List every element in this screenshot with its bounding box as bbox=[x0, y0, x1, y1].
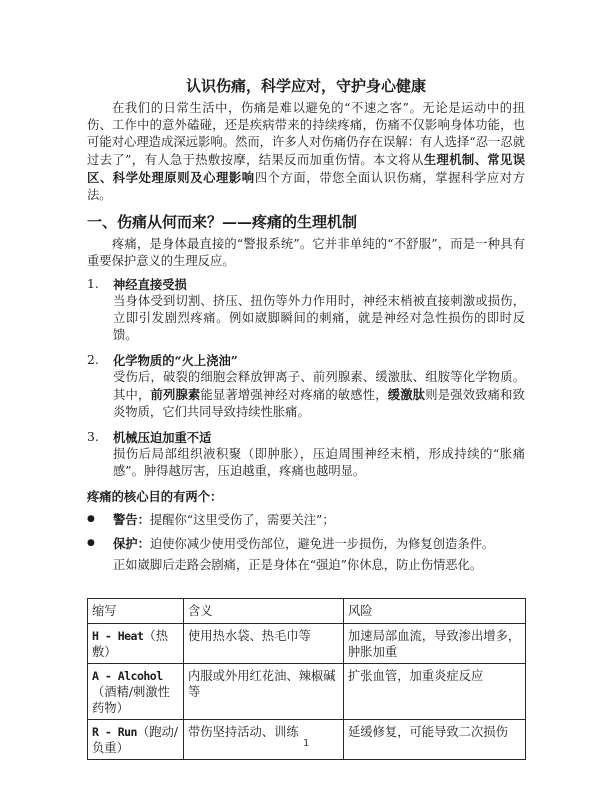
bullet-description: 迫使你减少使用受伤部位，避免进一步损伤，为修复创造条件。 bbox=[149, 537, 495, 551]
list-item bbox=[87, 429, 525, 480]
list-item-body bbox=[113, 352, 525, 421]
list-item-text-bold-1: 前列腺素 bbox=[150, 387, 201, 402]
abbr-note: （跑动/负重） bbox=[92, 725, 179, 755]
list-item-body bbox=[113, 276, 525, 344]
list-item-text-pre: 受伤后，破裂的细胞会释放钾离子、前列腺素、缓激肽、组胺等化学物质。其中， bbox=[113, 370, 525, 402]
abbr-note: （酒精/刺激性药物） bbox=[92, 685, 170, 715]
cell-meaning: 使用热水袋、热毛巾等 bbox=[184, 624, 344, 664]
mechanism-list bbox=[87, 276, 525, 480]
list-item-text-bold-2: 缓激肽 bbox=[387, 387, 426, 402]
list-item-text: 损伤后局部组织液积聚（即肿胀），压迫周围神经末梢，形成持续的“胀痛感”。肿得越厉害，压迫越重，疼痛也越明显。 bbox=[113, 447, 525, 478]
bullet-description: 提醒你“这里受伤了，需要关注”； bbox=[149, 513, 335, 527]
table-header-abbr: 缩写 bbox=[88, 599, 184, 624]
note-paragraph: 正如崴脚后走路会剧痛，正是身体在“强迫”你休息，防止伤情恶化。 bbox=[113, 558, 483, 572]
abbr-letter: A - Alcohol bbox=[92, 669, 163, 683]
intro-paragraph bbox=[87, 100, 525, 204]
cell-risk: 延缓修复，可能导致二次损伤 bbox=[344, 720, 526, 760]
abbr-note: （热敷） bbox=[92, 629, 168, 659]
list-item-title: 神经直接受损 bbox=[113, 277, 187, 292]
bullet-text bbox=[113, 535, 494, 553]
abbr-letter: H - Heat bbox=[92, 629, 144, 643]
section-heading: 一、伤痛从何而来？——疼痛的生理机制 bbox=[87, 213, 358, 231]
list-item-text bbox=[113, 369, 525, 421]
list-item-text-post: 则是强效致痛和致炎物质，它们共同导致持续性胀痛。 bbox=[113, 388, 525, 419]
cell-abbr bbox=[88, 664, 184, 720]
section-lead-paragraph: 疼痛，是身体最直接的“警报系统”。它并非单纯的“不舒服”，而是一种具有重要保护意义的生理反应。 bbox=[87, 237, 525, 268]
table-row bbox=[88, 624, 526, 664]
cell-meaning: 带伤坚持活动、训练 bbox=[184, 720, 344, 760]
cell-abbr bbox=[88, 624, 184, 664]
cell-risk: 加速局部血流，导致渗出增多，肿胀加重 bbox=[344, 624, 526, 664]
list-item-text-mid: 能显著增强神经对疼痛的敏感性， bbox=[200, 388, 388, 402]
list-item-title: 机械压迫加重不适 bbox=[113, 430, 212, 445]
table-header-risk: 风险 bbox=[344, 599, 526, 624]
bullet-icon: ● bbox=[87, 538, 95, 548]
intro-text-post: 四个方面，带您全面认识伤痛，掌握科学应对方法。 bbox=[87, 171, 525, 202]
intro-text-bold: 生理机制、常见误区、科学处理原则及心理影响 bbox=[87, 152, 525, 185]
list-item-number: 3. bbox=[87, 430, 99, 444]
bullet-text bbox=[113, 511, 335, 529]
list-item-text: 当身体受到切割、挤压、扭伤等外力作用时，神经末梢被直接刺激或损伤，立即引发剧烈疼痛。例如崴脚瞬间的刺痛，就是神经对急性损伤的即时反馈。 bbox=[113, 294, 525, 342]
bullet-item bbox=[87, 535, 525, 553]
bullet-icon: ● bbox=[87, 514, 95, 524]
list-item bbox=[87, 276, 525, 344]
list-item-body bbox=[113, 429, 525, 480]
harm-principles-table bbox=[87, 598, 526, 760]
cell-meaning: 内服或外用红花油、辣椒碱等 bbox=[184, 664, 344, 720]
bullet-item bbox=[87, 511, 525, 529]
bullet-term: 保护： bbox=[113, 536, 150, 551]
purpose-heading: 疼痛的核心目的有两个： bbox=[87, 489, 223, 504]
bullet-term: 警告： bbox=[113, 512, 150, 527]
list-item bbox=[87, 352, 525, 421]
document-title: 认识伤痛，科学应对，守护身心健康 bbox=[185, 77, 426, 95]
table-row bbox=[88, 664, 526, 720]
table-header-meaning: 含义 bbox=[184, 599, 344, 624]
cell-risk: 扩张血管，加重炎症反应 bbox=[344, 664, 526, 720]
abbr-letter: R - Run bbox=[92, 725, 137, 739]
table-header-row bbox=[88, 599, 526, 624]
list-item-number: 2. bbox=[87, 353, 99, 367]
list-item-title: 化学物质的“火上浇油” bbox=[113, 353, 238, 368]
intro-text-pre: 在我们的日常生活中，伤痛是难以避免的“不速之客”。无论是运动中的扭伤、工作中的意外磕碰，还是疾病带来的持续疼痛，伤痛不仅影响身体功能，也可能对心理造成深远影响。然而，许多人对伤痛仍存在误解：有人选择“忍一忍就过去了”，有人急于热敷按摩，结果反而加重伤情。本文将从 bbox=[87, 101, 525, 167]
page-number: 1 bbox=[302, 738, 310, 749]
list-item-number: 1. bbox=[87, 277, 99, 291]
